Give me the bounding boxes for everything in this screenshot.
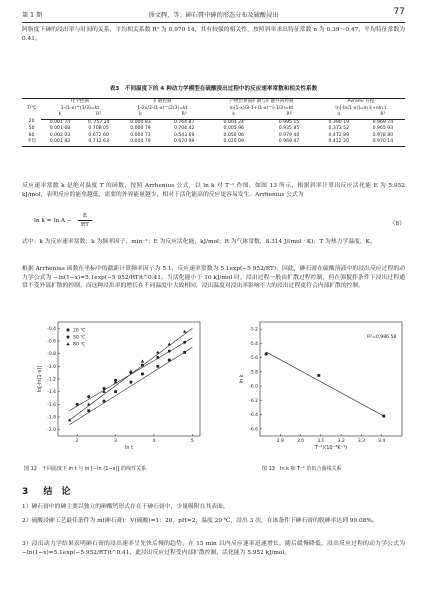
data-point — [141, 364, 144, 367]
table-cell: 0.965 93 — [372, 126, 394, 131]
data-point — [102, 390, 105, 393]
table-cell: 0.004 24 — [223, 119, 244, 125]
equation-number: （8） — [389, 221, 405, 227]
where-paragraph: 式中：k 为反应速率常数；k 为频率因子，min⁻¹；E 为反应活化能，kJ/mol；R 为气体常数，8.314 J/(mol · K)；T 为热力学温度，K。 — [22, 239, 376, 245]
table-cell: 0.712 63 — [79, 139, 119, 146]
data-point — [103, 400, 106, 403]
table-cell: 0.708 05 — [88, 126, 109, 131]
fig13-chart — [232, 318, 407, 458]
table-cell: 0.000 79 — [130, 126, 151, 131]
data-point — [87, 395, 90, 398]
data-point — [87, 409, 90, 412]
fig12-plot — [37, 322, 200, 451]
y-tick-label: -6.6 — [249, 427, 258, 433]
legend-marker — [67, 329, 70, 332]
table3-group-header: 扩散控制 — [119, 99, 206, 106]
table-cell: 0.670 99 — [162, 139, 206, 146]
equation-lhs: ln k = ln A − — [34, 218, 72, 224]
y-tick-label: -1.8 — [47, 415, 56, 421]
x-axis-label: ln t — [124, 445, 134, 451]
legend-label: 50 ℃ — [73, 335, 86, 341]
table-cell: 0.995 15 — [278, 119, 300, 125]
table-cell: 0.000 83 — [130, 119, 151, 125]
data-point — [141, 359, 144, 362]
table-cell: 0.002 03 — [49, 132, 71, 138]
table3-formula: ln(1-x)/3-1+(1-x)^(-1/3)=kt — [229, 105, 294, 111]
x-tick-label: 5 — [190, 439, 194, 444]
table3-formula: 1-(1-x)^(1/3)=kt — [60, 105, 100, 111]
legend-label: 20 ℃ — [73, 328, 86, 334]
issue-number: 第 1 期 — [22, 12, 43, 19]
table-cell: 0.472 89 — [328, 132, 349, 138]
y-tick-label: -1.6 — [47, 402, 56, 408]
fig12-caption: 图 12 不同温度下 ln t 与 ln [−ln (1−x)] 的线性关系 — [24, 466, 147, 472]
table3-subheader: k — [206, 112, 261, 119]
table-cell: 0.969 47 — [261, 139, 316, 146]
section-number: 3 — [22, 487, 29, 497]
x-tick-label: 3 — [114, 439, 118, 444]
data-point — [87, 403, 90, 406]
data-point — [168, 342, 171, 345]
y-tick-label: -5.6 — [249, 356, 258, 362]
y-tick-label: -2.0 — [47, 428, 56, 434]
x-tick-label: 3.3 — [357, 439, 366, 444]
table-cell: 0.970 14 — [361, 139, 405, 146]
data-point — [68, 418, 71, 421]
table-cell: 0.978 80 — [372, 132, 394, 138]
y-tick-label: -6.0 — [249, 384, 258, 390]
data-point — [130, 381, 133, 384]
table-cell: 0.000 79 — [119, 139, 163, 146]
section-title: 结 论 — [43, 487, 71, 497]
table-cell: 50 — [28, 126, 35, 131]
x-tick-label: 4 — [152, 439, 156, 444]
table-cell: 0.020 09 — [206, 139, 261, 146]
table3 — [22, 98, 405, 147]
fit-line — [70, 328, 193, 420]
table-cell: 0.979 40 — [278, 132, 300, 138]
table3-formula: ln[-ln(1-x)]=ln k+nln t — [335, 105, 387, 111]
table3-formula: 1-2x/3-(1-x)^(2/3)=kt — [137, 105, 188, 111]
table3-subheader: n — [317, 112, 361, 119]
table3-group-header: 化学控制 — [41, 99, 118, 106]
x-tick-label: 3.4 — [378, 439, 386, 444]
y-tick-label: -1.2 — [47, 377, 56, 383]
table-row — [22, 139, 405, 146]
table-cell: 0.001 82 — [41, 139, 78, 146]
section-heading — [22, 484, 70, 497]
y-tick-label: -5.2 — [249, 327, 258, 333]
data-point — [114, 390, 117, 393]
y-tick-label: -1.0 — [47, 364, 56, 370]
table3-subheader: k — [41, 112, 78, 119]
table-row — [22, 119, 405, 126]
legend-marker — [66, 342, 69, 345]
data-point — [168, 359, 171, 362]
y-tick-label: -5.4 — [249, 341, 258, 347]
table-cell: 0.001 74 — [49, 119, 71, 125]
rate-paragraph: 反应速率常数 k 是绝对温度 T 的函数，按照 Arrhenius 公式，以 ln k 对 T⁻¹ 作图，如图 13 所示，根据斜率计算出反应活化能 E 为 5.952 kJ/mol，表明反应的能垒越低，需要的外界能量越少，相对于活化能高的反应更容易发生。Arrhenius 公式为 — [22, 183, 405, 198]
data-point — [183, 341, 186, 344]
y-tick-label: -5.8 — [249, 370, 258, 376]
legend-marker — [67, 336, 70, 339]
equation-numerator: E — [78, 213, 92, 221]
x-tick-label: 3.1 — [317, 439, 325, 444]
page-number: 77 — [393, 7, 405, 17]
data-point — [103, 387, 106, 390]
table-cell: 0.001 68 — [49, 126, 71, 131]
fit-line — [70, 347, 193, 424]
data-point — [265, 353, 268, 356]
table3-subheader: k — [119, 112, 163, 119]
r2-annotation: R²=0.986 58 — [367, 335, 397, 340]
y-tick-label: -0.4 — [47, 326, 56, 332]
data-point — [76, 403, 79, 406]
table-cell: 0.050 06 — [223, 132, 244, 138]
table-cell: 20 — [28, 119, 35, 125]
data-point — [141, 373, 144, 376]
data-point — [183, 330, 186, 333]
table-cell: 0.390 19 — [328, 119, 349, 125]
conclusion-1: 1）砷石膏中的砷主要以独立的砷酸钙形式存在于砷石膏中，少量吸附在其表面。 — [22, 504, 229, 510]
table-cell: 0.000 73 — [130, 132, 151, 138]
x-tick-label: 3.0 — [296, 439, 305, 444]
fit-line — [266, 352, 384, 416]
intro-paragraph: 阿脂度下砷的浸出率与时间的关系，平均相关系数 R² 为 0.970 14，其有较强的相关性，按照斜率求出特征常数 n 为 0.39～0.47，平均特征常数为 0.41。 — [22, 27, 405, 42]
table3-group-header: Avrami 方程 — [317, 99, 405, 106]
data-point — [382, 415, 385, 418]
data-point — [156, 356, 159, 359]
y-tick-label: -6.2 — [249, 398, 258, 404]
data-point — [129, 370, 132, 373]
x-tick-label: 3.2 — [337, 439, 345, 444]
table-cell: 0.935 85 — [278, 126, 300, 131]
legend-label: 80 ℃ — [73, 342, 86, 348]
table-cell: 0.672 60 — [88, 132, 109, 138]
y-tick-label: -6.4 — [249, 413, 258, 419]
conclusion-3: 3）浸出动力学结果表明砷石膏的浸出速率呈先快后慢的趋势，在 15 min 以内反应速率迅速增长，随后缓慢降低，浸出反应过程的动力学公式为 −ln(1−x)=5.1exp(−5 952/RT)t^0.41，此浸出反应过程受内部扩散控制，活化能为 5.952 kJ/mol。 — [22, 541, 405, 556]
table-cell: 0.969 74 — [372, 119, 394, 125]
data-point — [156, 365, 159, 368]
data-point — [183, 351, 186, 354]
y-tick-label: -0.8 — [47, 352, 56, 358]
running-header — [22, 7, 405, 23]
table-cell: 0.764 87 — [173, 119, 195, 125]
table-cell: 80 — [28, 132, 35, 138]
data-point — [168, 350, 171, 353]
table3-subheader: R² — [361, 112, 405, 119]
table3-subheader: R² — [261, 112, 316, 119]
x-tick-label: 2 — [75, 439, 79, 444]
fig12-chart — [30, 318, 205, 458]
table3-subheader: R² — [79, 112, 119, 119]
equation-denominator: RT — [80, 222, 90, 228]
y-tick-label: -1.4 — [47, 390, 56, 396]
equation-8 — [22, 213, 405, 233]
table3-group-header: 产物层界面扩散与扩散共同控制 — [206, 99, 317, 106]
data-point — [317, 374, 320, 377]
table-cell: 0, 757 24 — [87, 119, 110, 125]
table-cell: 0.373 52 — [328, 126, 349, 131]
running-title: 徐文辉，等：砷石膏中砷的形态分布及硫酸浸出 — [148, 12, 279, 19]
fig13-plot — [239, 322, 402, 451]
x-axis-label: T⁻¹/(10⁻³K⁻¹) — [314, 445, 348, 451]
table3-subheader: R² — [162, 112, 206, 119]
table-cell: 0.005 96 — [223, 126, 244, 131]
y-tick-label: -0.6 — [47, 339, 56, 345]
y-axis-label: ln[-ln(1-x)] — [37, 365, 43, 393]
kinetics-paragraph: 根据 Arrhenius 函数在坐标中的截距计算频率因子为 5.1，反应速率常数为 5.1exp(−5 952/RT)，因此，砷石膏在硫酸溶液中的浸出反应过程的动力学公式为 −ln(1−x)=5.1exp(−5 952/RT)t^0.41。当活化能小于 10 kJ/mol 时，浸出过程一般由扩散过程控制，但在强搅拌条件下浸出过程通常不受外部扩散的控制，而这种浸出率的增长在不同温度中大致相同，浸出温度对浸出率影响不大的浸出过程更符合内部扩散的控制。 — [22, 266, 405, 290]
table-cell: 平均 — [22, 139, 41, 146]
conclusion-2: 2）硫酸浸砷工艺最佳条件为 m(砷石膏)：V(硫酸)=1：20，pH=2，温度 20 ℃，浸出 3 次，在该条件下砷石膏的脱砷率达到 99.08%。 — [22, 518, 378, 524]
table-cell: 0.704 42 — [173, 126, 195, 131]
data-point — [156, 351, 159, 354]
y-axis-label: ln k — [239, 374, 245, 384]
table-cell: 0.412 20 — [317, 139, 361, 146]
table-cell: 0.543 69 — [173, 132, 195, 138]
x-tick-label: 2.9 — [276, 439, 284, 444]
table3-caption: 表3 不同温度下的 4 种动力学模型在硫酸浸出过程中的反应速率常数和相关性系数 — [109, 86, 318, 92]
fig13-caption: 图 13 ln k 和 T⁻¹ 的拟合曲线关系 — [262, 466, 342, 472]
table3-first-col-header: T/℃ — [22, 99, 41, 120]
